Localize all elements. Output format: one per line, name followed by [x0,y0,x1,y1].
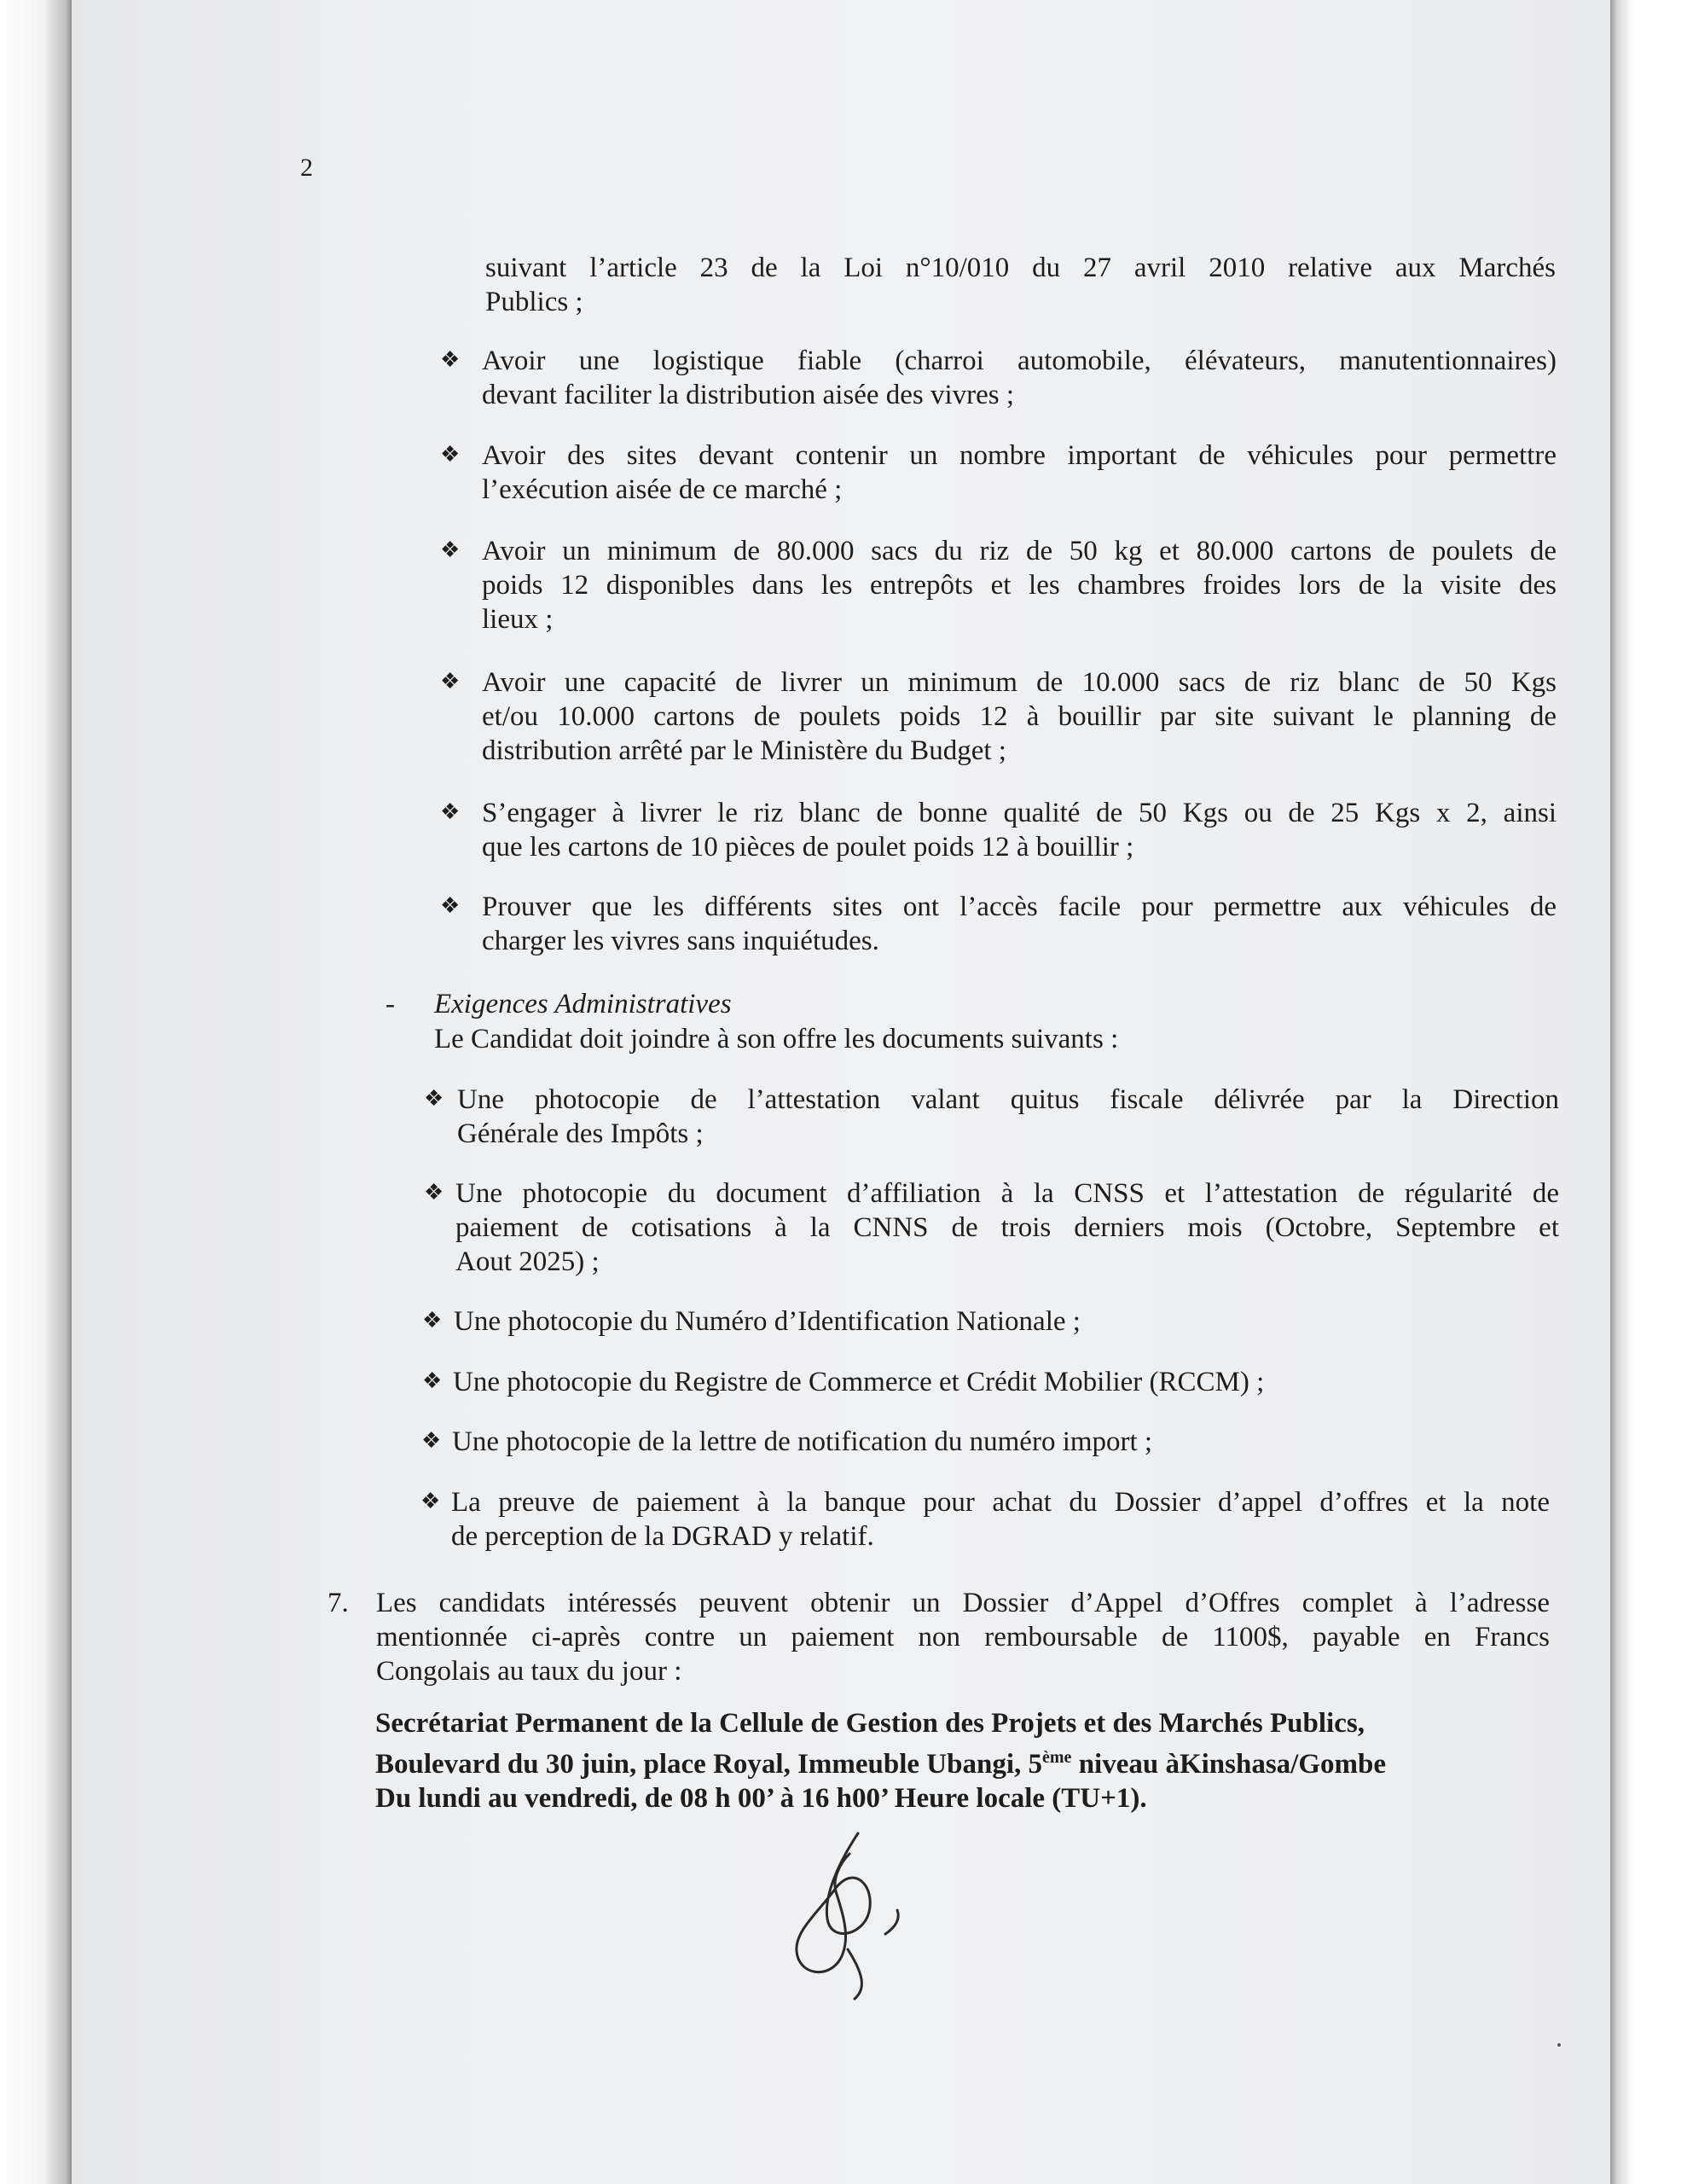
text-line: Avoir des sites devant contenir un nombre important de véhicules pour permettre [482,440,1557,471]
scan-background-right [1610,0,1687,2184]
bullet-icon: ❖ [440,537,461,562]
text-line: paiement de cotisations à la CNNS de trois derniers mois (Octobre, Septembre et [455,1212,1559,1243]
list-item [454,1304,1559,1339]
signature-stroke [848,1949,861,1999]
text-line: Congolais au taux du jour : [376,1656,682,1687]
text-line: distribution arrêté par le Ministère du Budget ; [482,735,1006,766]
scan-speck [1557,2043,1561,2047]
page-number: 2 [300,154,313,182]
section-heading: Exigences Administratives [434,989,732,1019]
bullet-icon: ❖ [422,1308,443,1333]
bullet-icon: ❖ [420,1489,441,1513]
text-line: lieux ; [482,604,554,635]
text-line: S’engager à livrer le riz blanc de bonne qualité de 50 Kgs ou de 25 Kgs x 2, ainsi [482,798,1557,828]
address-block [375,1706,1552,1815]
text-line: Une photocopie du Numéro d’Identification Nationale ; [454,1306,1081,1337]
handwritten-signature [754,1830,976,2001]
address-text: Boulevard du 30 juin, place Royal, Immeuble Ubangi, 5 [375,1749,1043,1780]
text-line: Avoir un minimum de 80.000 sacs du riz de 50 kg et 80.000 cartons de poulets de [482,536,1557,566]
text-line: l’exécution aisée de ce marché ; [482,474,843,505]
text-line: suivant l’article 23 de la Loi n°10/010 du 27 avril 2010 relative aux Marchés [485,253,1556,283]
list-item [482,344,1557,412]
list-item [457,1083,1559,1151]
list-dash: - [386,989,395,1019]
address-line: Secrétariat Permanent de la Cellule de Gestion des Projets et des Marchés Publics, [375,1708,1365,1739]
text-line: Avoir une logistique fiable (charroi automobile, élévateurs, manutentionnaires) [482,346,1557,376]
text-line: Une photocopie du Registre de Commerce et Crédit Mobilier (RCCM) ; [453,1367,1265,1397]
superscript: ème [1042,1748,1072,1767]
text-line: Une photocopie de l’attestation valant quitus fiscale délivrée par la Direction [457,1084,1559,1115]
text-line: poids 12 disponibles dans les entrepôts et les chambres froides lors de la visite des [482,570,1557,601]
text-line: Générale des Impôts ; [457,1118,704,1149]
text-line: que les cartons de 10 pièces de poulet poids 12 à bouillir ; [482,832,1134,863]
text-line: Les candidats intéressés peuvent obtenir un Dossier d’Appel d’Offres complet à l’adresse [376,1588,1550,1618]
text-line: Publics ; [485,287,583,317]
section7-paragraph [376,1586,1550,1688]
address-line: Du lundi au vendredi, de 08 h 00’ à 16 h00’ Heure locale (TU+1). [375,1783,1147,1814]
document-page [72,0,1610,2184]
bullet-icon: ❖ [421,1428,442,1453]
section-intro: Le Candidat doit joindre à son offre les documents suivants : [434,1024,1119,1054]
intro-paragraph [485,251,1556,319]
address-line [375,1740,1552,1781]
list-item [482,534,1557,636]
text-line: mentionnée ci-après contre un paiement non remboursable de 1100$, payable en Francs [376,1622,1550,1653]
text-line: La preuve de paiement à la banque pour achat du Dossier d’appel d’offres et la note [451,1487,1550,1518]
list-item [482,890,1557,958]
text-line: et/ou 10.000 cartons de poulets poids 12 à bouillir par site suivant le planning de [482,701,1557,732]
bullet-icon: ❖ [440,347,461,372]
text-line: charger les vivres sans inquiétudes. [482,926,879,956]
bullet-icon: ❖ [440,442,461,467]
signature-stroke [797,1833,870,1972]
bullet-icon: ❖ [440,799,461,824]
bullet-icon: ❖ [424,1086,444,1111]
section-number: 7. [328,1588,349,1618]
list-item [482,796,1557,864]
list-item [482,439,1557,507]
text-line: Prouver que les différents sites ont l’accès facile pour permettre aux véhicules de [482,892,1557,922]
bullet-icon: ❖ [440,893,461,918]
list-item [482,665,1557,768]
list-item [451,1485,1550,1554]
text-line: Avoir une capacité de livrer un minimum de 10.000 sacs de riz blanc de 50 Kgs [482,667,1557,698]
text-line: de perception de la DGRAD y relatif. [451,1521,874,1552]
address-text: niveau àKinshasa/Gombe [1071,1749,1387,1780]
text-line: Aout 2025) ; [455,1246,600,1277]
scan-background-left [0,0,72,2184]
text-line: devant faciliter la distribution aisée des vivres ; [482,380,1015,410]
list-item [455,1176,1559,1279]
text-line: Une photocopie de la lettre de notification du numéro import ; [452,1426,1153,1457]
text-line: Une photocopie du document d’affiliation à la CNSS et l’attestation de régularité de [455,1178,1559,1209]
list-item [452,1425,1557,1459]
bullet-icon: ❖ [422,1368,443,1393]
bullet-icon: ❖ [440,669,461,694]
bullet-icon: ❖ [424,1180,444,1205]
signature-stroke [885,1910,898,1934]
list-item [453,1365,1558,1399]
